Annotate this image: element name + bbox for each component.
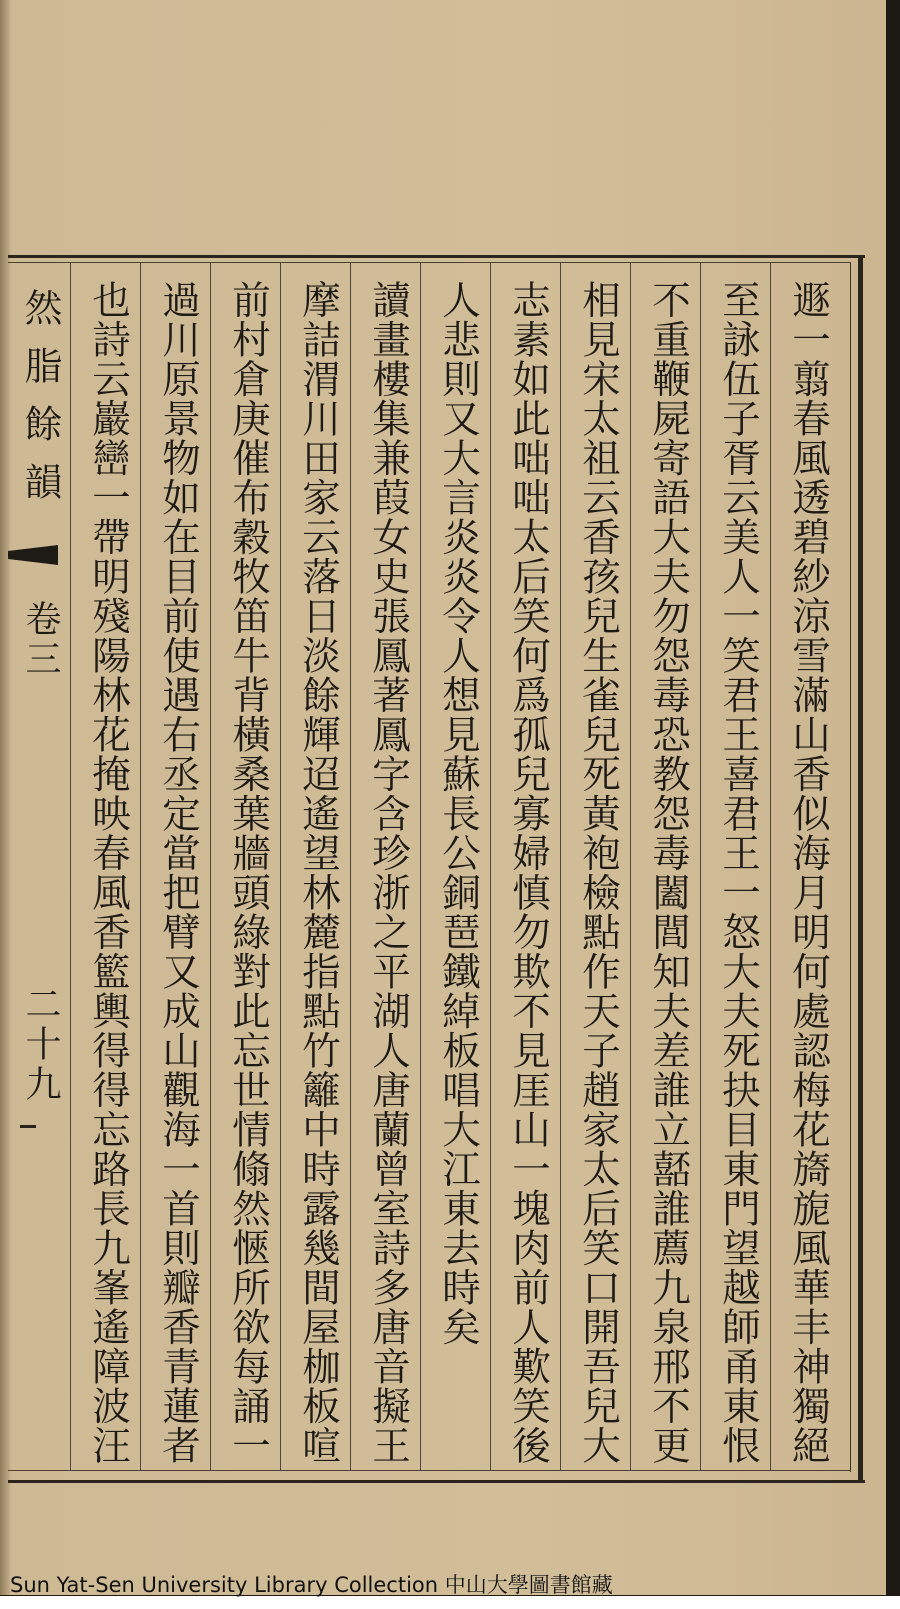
column-rule [210, 263, 211, 1470]
chapter-label: 卷三 [20, 600, 61, 680]
folio-number: 二十九 [20, 985, 61, 1105]
text-column-11: 也詩云巖巒一帶明殘陽林花掩映春風香籃輿得得忘路長九峯遙障波汪 [86, 280, 131, 1465]
frame-inner-top-line [8, 262, 851, 263]
column-rule [700, 263, 701, 1470]
text-column-2: 至詠伍子胥云美人一笑君王喜君王一怒大夫死抉目東門望越師甬東恨 [716, 280, 761, 1465]
text-column-9: 前村倉庚催布穀牧笛牛背橫桑葉牆頭綠對此忘世情翛然愜所欲每誦一 [226, 280, 271, 1465]
text-column-3: 不重鞭屍寄語大夫勿怨毒恐教怨毒闔閭知夫差誰立嚭誰薦九泉邢不更 [646, 280, 691, 1465]
column-rule [560, 263, 561, 1470]
text-column-10: 過川原景物如在目前使遇右丞定當把臂又成山觀海一首則瓣香青蓮者 [156, 280, 201, 1465]
text-column-6: 人悲則又大言炎炎令人想見蘇長公銅琶鐵綽板唱大江東去時矣 [436, 280, 481, 1347]
frame-inner-bottom-line [8, 1470, 851, 1471]
text-column-7: 讀畫樓集兼葭女史張鳳著鳳字含珍浙之平湖人唐蘭曾室詩多唐音擬王 [366, 280, 411, 1465]
text-column-5: 志素如此咄咄太后笑何爲孤兒寡婦慎勿欺不見厓山一塊肉前人歎笑後 [506, 280, 551, 1465]
frame-right-border [858, 255, 863, 1483]
column-rule [420, 263, 421, 1470]
column-rule [490, 263, 491, 1470]
column-rule [350, 263, 351, 1470]
collection-caption: Sun Yat-Sen University Library Collection 中山大學圖書館藏 [10, 1573, 613, 1597]
column-rule [630, 263, 631, 1470]
text-column-8: 摩詰渭川田家云落日淡餘輝迢遙望林麓指點竹籬中時露幾間屋枷板喧 [296, 280, 341, 1465]
frame-right-inner-line [850, 262, 851, 1472]
text-column-1: 遯一翦春風透碧紗涼雪滿山香似海月明何處認梅花旖旎風華丰神獨絕 [786, 280, 831, 1465]
margin-rule [20, 1125, 36, 1128]
column-rule [770, 263, 771, 1470]
book-title: 然脂餘韻 [18, 288, 62, 520]
collection-caption-bar [0, 1573, 900, 1609]
text-column-4: 相見宋太祖云香孩兒生雀兒死黃袍檢點作天子趙家太后笑口開吾兒大 [576, 280, 621, 1465]
column-rule [280, 263, 281, 1470]
column-rule [140, 263, 141, 1470]
column-rule [70, 263, 71, 1470]
